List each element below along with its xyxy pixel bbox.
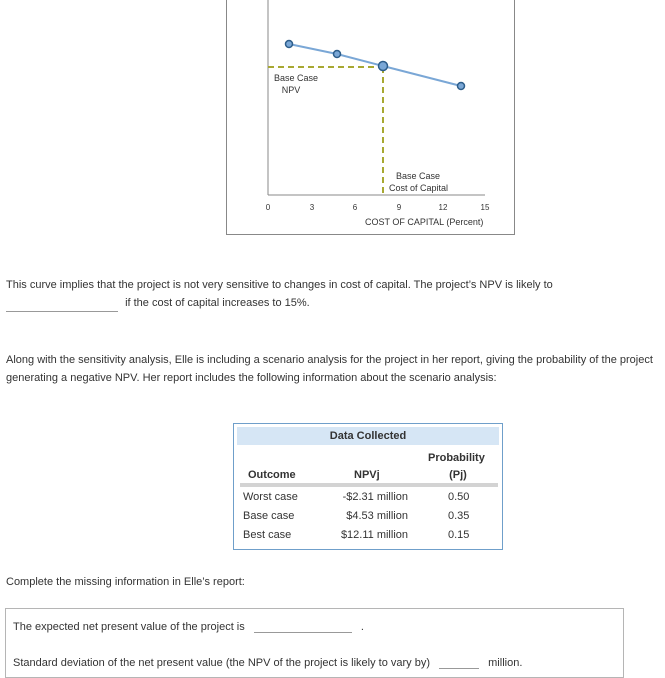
- x-tick-0: 0: [265, 203, 271, 212]
- row-worst-outcome: Worst case: [243, 491, 298, 503]
- x-tick-12: 12: [438, 203, 448, 212]
- annotation-npv-line1: Base Case: [273, 73, 319, 83]
- row-best-outcome: Best case: [243, 529, 292, 541]
- npv-point-3: [286, 41, 293, 48]
- npv-sensitivity-chart: [226, 0, 515, 235]
- row-base-npv: $4.53 million: [346, 510, 408, 522]
- npv-change-dropdown[interactable]: [6, 299, 118, 312]
- expected-npv-input[interactable]: [254, 620, 352, 633]
- row-worst-npv: -$2.31 million: [342, 491, 408, 503]
- report-line2: [13, 656, 522, 669]
- x-tick-3: 3: [309, 203, 315, 212]
- x-tick-6: 6: [352, 203, 358, 212]
- x-tick-9: 9: [396, 203, 402, 212]
- scenario-intro-text: Along with the sensitivity analysis, Elle is including a scenario analysis for the project in her report, giving the probability of the project generating a negative NPV. Her report includes the following information about the scenario analysis:: [6, 354, 653, 384]
- npv-point-12: [458, 83, 465, 90]
- question1-part1: This curve implies that the project is not very sensitive to changes in cost of capital. The project’s NPV is likely to: [6, 279, 553, 291]
- col-header-probability: Probability: [428, 452, 485, 464]
- annotation-coc-line2: Cost of Capital: [389, 183, 449, 193]
- table-title: Data Collected: [237, 427, 499, 445]
- x-tick-15: 15: [480, 203, 490, 212]
- chart-canvas: [227, 0, 516, 236]
- col-header-npv: NPVj: [354, 469, 380, 481]
- report-line1: [13, 620, 364, 633]
- std-dev-label: Standard deviation of the net present value (the NPV of the project is likely to vary by): [13, 657, 431, 669]
- expected-npv-label: The expected net present value of the project is: [13, 621, 245, 633]
- row-base-prob: 0.35: [448, 510, 470, 522]
- col-header-outcome: Outcome: [248, 469, 296, 481]
- question1-text: [6, 276, 656, 294]
- std-dev-unit: million.: [488, 657, 523, 669]
- report-box: [5, 608, 624, 678]
- row-base-outcome: Base case: [243, 510, 295, 522]
- question1-line2: [6, 294, 656, 312]
- std-dev-input[interactable]: [439, 656, 479, 669]
- question1-part2: if the cost of capital increases to 15%.: [125, 297, 310, 309]
- header-rule: [240, 483, 498, 487]
- npv-point-6: [334, 51, 341, 58]
- row-best-npv: $12.11 million: [340, 529, 408, 541]
- col-header-pj: (Pj): [449, 469, 467, 481]
- x-axis-label: COST OF CAPITAL (Percent): [365, 217, 484, 227]
- annotation-coc-line1: Base Case: [396, 171, 441, 181]
- npv-point-9: [379, 62, 388, 71]
- expected-npv-period: .: [360, 621, 364, 633]
- row-best-prob: 0.15: [448, 529, 470, 541]
- instruction-text: Complete the missing information in Elle’s report:: [6, 576, 245, 588]
- scenario-data-table: [233, 423, 503, 550]
- row-worst-prob: 0.50: [448, 491, 470, 503]
- annotation-npv-line2: NPV: [281, 85, 301, 95]
